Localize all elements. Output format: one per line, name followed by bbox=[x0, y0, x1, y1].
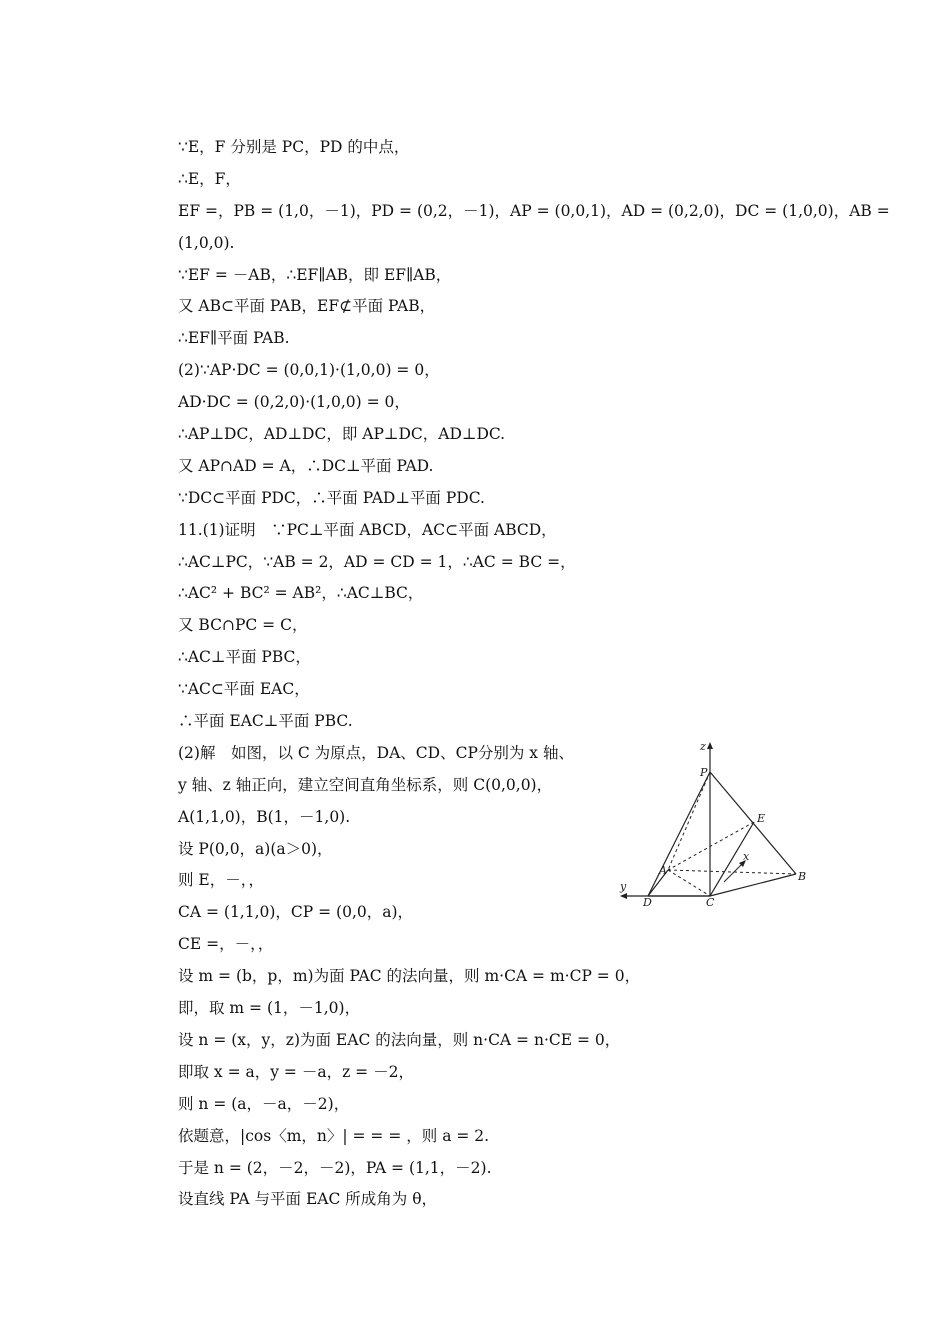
z-arrowhead-icon bbox=[707, 742, 713, 749]
label-y: y bbox=[620, 880, 627, 893]
label-p: P bbox=[700, 766, 708, 779]
label-x: x bbox=[743, 850, 750, 863]
text-line: 设直线 PA 与平面 EAC 所成角为 θ， bbox=[178, 1190, 438, 1209]
text-line: EF =，PB = (1,0，－1)，PD = (0,2，－1)，AP = (0,0,1)，AD = (0,2,0)，DC = (1,0,0)，AB = bbox=[178, 201, 890, 220]
text-line: 依题意，|cos〈m，n〉| = = = ，则 a = 2. bbox=[178, 1126, 490, 1145]
text-line: ∵AC⊂平面 EAC， bbox=[178, 680, 310, 699]
text-line: 即取 x = a，y = －a，z = －2， bbox=[178, 1062, 414, 1081]
edge-pd bbox=[648, 772, 710, 896]
text-line: ∴AP⊥DC，AD⊥DC，即 AP⊥DC，AD⊥DC. bbox=[178, 425, 506, 444]
text-line: 又 AB⊂平面 PAB，EF⊄平面 PAB， bbox=[178, 297, 436, 316]
text-line: y 轴、z 轴正向，建立空间直角坐标系，则 C(0,0,0)， bbox=[178, 775, 553, 794]
text-line: 又 BC∩PC = C， bbox=[178, 616, 308, 635]
text-line: 设 P(0,0，a)(a＞0)， bbox=[178, 839, 333, 858]
text-line: ∴平面 EAC⊥平面 PBC. bbox=[178, 712, 353, 731]
text-line: 则 E，－，， bbox=[178, 871, 264, 890]
text-line: 设 n = (x，y，z)为面 EAC 的法向量，则 n·CA = n·CE = 0， bbox=[178, 1030, 621, 1049]
text-line: 又 AP∩AD = A，∴DC⊥平面 PAD. bbox=[178, 456, 434, 475]
text-line: ∴AC⊥PC，∵AB = 2，AD = CD = 1，∴AC = BC =， bbox=[178, 552, 576, 571]
text-line: ∵E，F 分别是 PC，PD 的中点， bbox=[178, 138, 410, 156]
text-line: ∴E，F， bbox=[178, 169, 241, 188]
edge-ac-hidden bbox=[668, 870, 710, 896]
edge-pa-hidden bbox=[668, 772, 710, 870]
text-line: (1,0,0). bbox=[178, 233, 235, 252]
text-line: ∵EF = －AB，∴EF∥AB，即 EF∥AB， bbox=[178, 265, 452, 284]
text-line: 11.(1)证明 ∵PC⊥平面 ABCD，AC⊂平面 ABCD， bbox=[178, 520, 557, 539]
solution-text bbox=[178, 134, 890, 1218]
text-line: 则 n = (a，－a，－2)， bbox=[178, 1094, 350, 1113]
y-arrowhead-icon bbox=[620, 893, 627, 899]
edge-cb bbox=[710, 874, 796, 896]
label-e: E bbox=[757, 812, 766, 825]
text-line: ∴EF∥平面 PAB. bbox=[178, 329, 290, 348]
text-line: 于是 n = (2，－2，－2)，PA = (1,1，－2). bbox=[178, 1158, 492, 1177]
label-d: D bbox=[643, 896, 652, 909]
label-z: z bbox=[700, 740, 706, 753]
label-a: A bbox=[659, 864, 667, 877]
label-c: C bbox=[706, 896, 715, 909]
text-line: (2)∵AP·DC = (0,0,1)·(1,0,0) = 0， bbox=[178, 361, 440, 380]
text-line: CA = (1,1,0)，CP = (0,0，a)， bbox=[178, 903, 414, 922]
text-line: ∴AC⊥平面 PBC， bbox=[178, 648, 311, 667]
text-line: CE =，－，， bbox=[178, 935, 274, 954]
text-line: (2)解 如图，以 C 为原点，DA、CD、CP分别为 x 轴、 bbox=[178, 743, 574, 762]
text-line: ∴AC² + BC² = AB²，∴AC⊥BC， bbox=[178, 584, 424, 603]
text-line: A(1,1,0)，B(1，－1,0). bbox=[178, 807, 351, 826]
pyramid-coordinate-figure bbox=[612, 736, 812, 912]
text-line: 设 m = (b，p，m)为面 PAC 的法向量，则 m·CA = m·CP = 0， bbox=[178, 967, 641, 986]
text-line: 即，取 m = (1，－1,0)， bbox=[178, 999, 361, 1018]
label-b: B bbox=[798, 870, 807, 883]
text-line: AD·DC = (0,2,0)·(1,0,0) = 0， bbox=[178, 393, 410, 412]
text-line: ∵DC⊂平面 PDC，∴平面 PAD⊥平面 PDC. bbox=[178, 488, 485, 507]
